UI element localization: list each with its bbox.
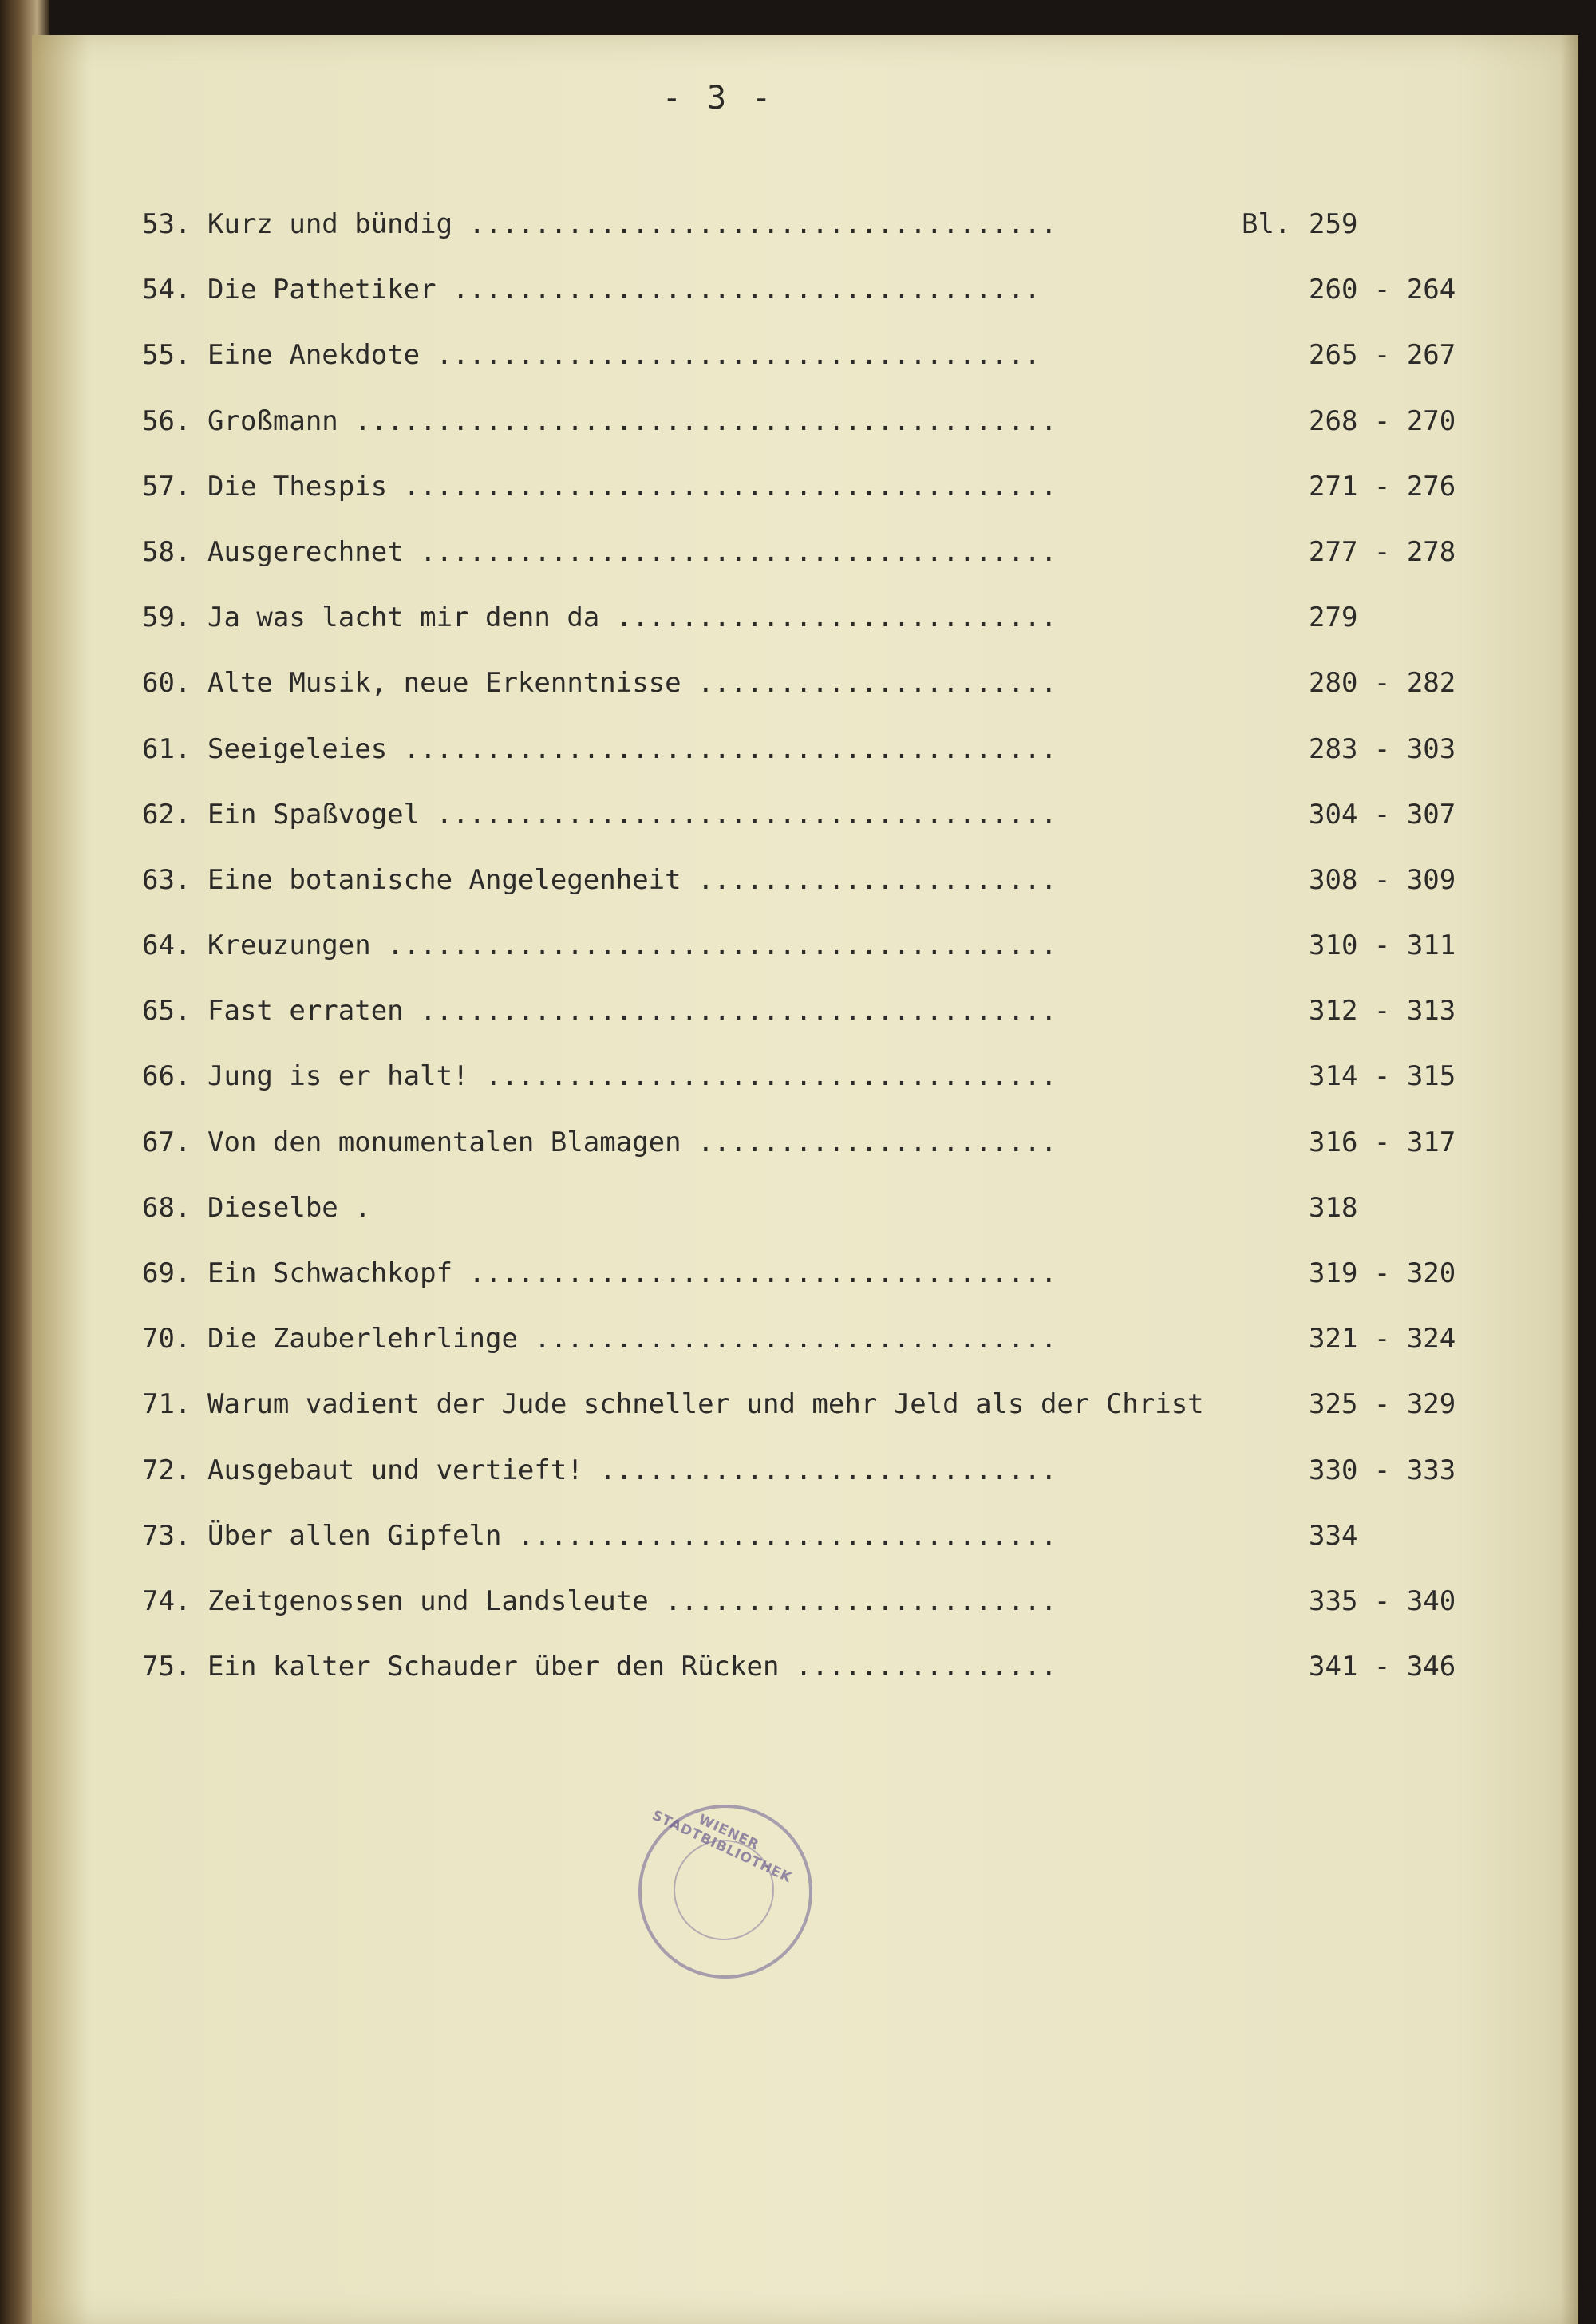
- entry-pages: 279: [1309, 602, 1358, 634]
- toc-entry: [142, 519, 1499, 585]
- entry-number: 59.: [142, 602, 192, 634]
- entry-title: Über allen Gipfeln .................................: [207, 1519, 1057, 1552]
- entry-number: 58.: [142, 535, 192, 568]
- entry-number: 71.: [142, 1388, 192, 1421]
- entry-pages: 319 - 320: [1309, 1257, 1456, 1289]
- toc-entry: [142, 389, 1499, 454]
- entry-title: Zeitgenossen und Landsleute ........................: [207, 1584, 1057, 1617]
- toc-entry: [142, 716, 1499, 782]
- entry-number: 75.: [142, 1651, 192, 1683]
- toc-entry: [142, 650, 1499, 716]
- table-of-contents: [142, 191, 1499, 1699]
- entry-pages: 265 - 267: [1309, 339, 1456, 372]
- entry-title: Die Pathetiker ....................................: [207, 274, 1041, 306]
- entry-number: 73.: [142, 1519, 192, 1552]
- toc-entry: [142, 322, 1499, 388]
- entry-pages: 271 - 276: [1309, 470, 1456, 503]
- entry-title: Warum vadient der Jude schneller und mehr Jeld als der Christ: [207, 1388, 1204, 1421]
- entry-title: Jung is er halt! ...................................: [207, 1060, 1057, 1093]
- entry-number: 56.: [142, 404, 192, 437]
- toc-entry: [142, 1438, 1499, 1503]
- entry-title: Von den monumentalen Blamagen ......................: [207, 1126, 1057, 1158]
- toc-entry: [142, 1568, 1499, 1634]
- entry-number: 68.: [142, 1191, 192, 1224]
- entry-pages: 341 - 346: [1309, 1651, 1456, 1683]
- toc-entry: [142, 782, 1499, 847]
- entry-pages: 280 - 282: [1309, 667, 1456, 700]
- paper-stain: [32, 35, 88, 2324]
- entry-number: 63.: [142, 863, 192, 896]
- entry-number: 62.: [142, 798, 192, 831]
- toc-entry: [142, 1044, 1499, 1109]
- toc-entry: [142, 1110, 1499, 1175]
- entry-title: Großmann ...........................................: [207, 404, 1057, 437]
- page-number: - 3 -: [662, 80, 775, 116]
- toc-entry: [142, 913, 1499, 978]
- stamp-text: WIENER STADTBIBLIOTHEK: [650, 1807, 795, 1887]
- entry-number: 64.: [142, 929, 192, 962]
- entry-number: 66.: [142, 1060, 192, 1093]
- entry-number: 65.: [142, 995, 192, 1028]
- entry-pages: 268 - 270: [1309, 404, 1456, 437]
- entry-pages: 316 - 317: [1309, 1126, 1456, 1158]
- toc-entry: [142, 1371, 1499, 1437]
- entry-pages: 259: [1309, 208, 1358, 240]
- entry-title: Eine botanische Angelegenheit ......................: [207, 863, 1057, 896]
- entry-title: Ein Spaßvogel ......................................: [207, 798, 1057, 831]
- entry-pages: 260 - 264: [1309, 274, 1456, 306]
- entry-pages: 304 - 307: [1309, 798, 1456, 831]
- entry-pages: 312 - 313: [1309, 995, 1456, 1028]
- entry-number: 72.: [142, 1454, 192, 1486]
- toc-entry: [142, 454, 1499, 519]
- entry-title: Die Zauberlehrlinge ................................: [207, 1323, 1057, 1355]
- entry-title: Die Thespis ........................................: [207, 470, 1057, 503]
- entry-number: 57.: [142, 470, 192, 503]
- entry-number: 70.: [142, 1323, 192, 1355]
- entry-title: Kurz und bündig ....................................: [207, 208, 1057, 240]
- entry-title: Ein Schwachkopf ....................................: [207, 1257, 1057, 1289]
- entry-pages: 308 - 309: [1309, 863, 1456, 896]
- entry-pages: 310 - 311: [1309, 929, 1456, 962]
- entry-pages: 325 - 329: [1309, 1388, 1456, 1421]
- folio-prefix: Bl.: [1242, 208, 1291, 240]
- toc-entry: [142, 585, 1499, 650]
- entry-number: 55.: [142, 339, 192, 372]
- entry-number: 54.: [142, 274, 192, 306]
- toc-entry: [142, 1634, 1499, 1699]
- entry-number: 61.: [142, 732, 192, 765]
- entry-number: 74.: [142, 1584, 192, 1617]
- toc-entry: [142, 257, 1499, 322]
- toc-entry: [142, 1175, 1499, 1241]
- entry-number: 60.: [142, 667, 192, 700]
- entry-title: Ein kalter Schauder über den Rücken ................: [207, 1651, 1057, 1683]
- entry-pages: 318: [1309, 1191, 1358, 1224]
- entry-title: Ausgerechnet .......................................: [207, 535, 1057, 568]
- entry-title: Kreuzungen .........................................: [207, 929, 1057, 962]
- entry-title: Dieselbe .: [207, 1191, 371, 1224]
- entry-pages: 321 - 324: [1309, 1323, 1456, 1355]
- entry-title: Ja was lacht mir denn da ...........................: [207, 602, 1057, 634]
- entry-title: Fast erraten .......................................: [207, 995, 1057, 1028]
- entry-number: 69.: [142, 1257, 192, 1289]
- toc-entry: [142, 1241, 1499, 1306]
- entry-title: Eine Anekdote .....................................: [207, 339, 1041, 372]
- entry-title: Ausgebaut und vertieft! ............................: [207, 1454, 1057, 1486]
- entry-pages: 335 - 340: [1309, 1584, 1456, 1617]
- library-stamp: [638, 1805, 812, 1979]
- toc-entry: [142, 847, 1499, 913]
- entry-number: 67.: [142, 1126, 192, 1158]
- toc-entry: [142, 191, 1499, 257]
- entry-title: Seeigeleies ........................................: [207, 732, 1057, 765]
- toc-entry: [142, 978, 1499, 1044]
- entry-pages: 277 - 278: [1309, 535, 1456, 568]
- toc-entry: [142, 1306, 1499, 1371]
- entry-title: Alte Musik, neue Erkenntnisse ......................: [207, 667, 1057, 700]
- entry-pages: 334: [1309, 1519, 1358, 1552]
- entry-pages: 283 - 303: [1309, 732, 1456, 765]
- entry-pages: 314 - 315: [1309, 1060, 1456, 1093]
- entry-number: 53.: [142, 208, 192, 240]
- paper-edge-shadow: [1561, 35, 1578, 2324]
- toc-entry: [142, 1503, 1499, 1568]
- entry-pages: 330 - 333: [1309, 1454, 1456, 1486]
